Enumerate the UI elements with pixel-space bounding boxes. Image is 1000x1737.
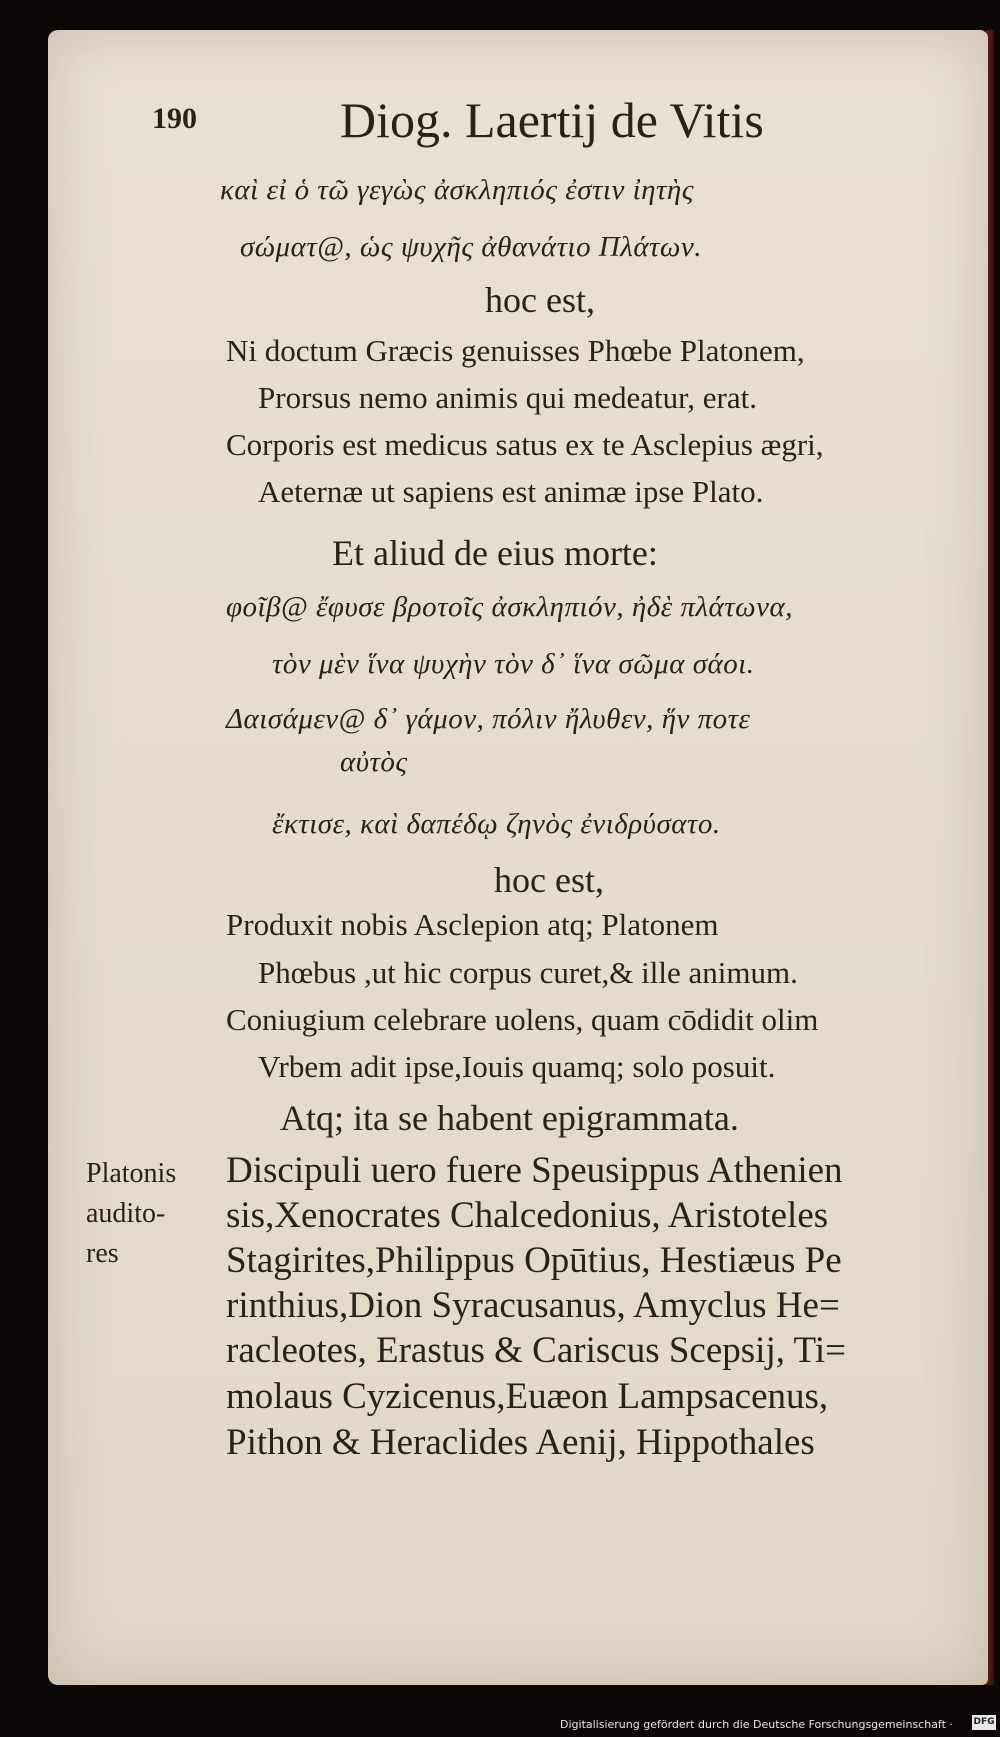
running-title: Diog. Laertij de Vitis (340, 92, 764, 148)
body-line: Stagirites,Philippus Opūtius, Hestiæus Pe (226, 1240, 842, 1281)
body-line: racleotes, Erastus & Cariscus Scepsij, Ti= (226, 1330, 847, 1371)
body-line: rinthius,Dion Syracusanus, Amyclus He= (226, 1285, 840, 1326)
verse-line: Aeternæ ut sapiens est animæ ipse Plato. (258, 474, 764, 509)
footer-credit: Digitalisierung gefördert durch die Deutsche Forschungsgemeinschaft · (560, 1718, 953, 1731)
verse-line: Coniugium celebrare uolens, quam cōdidit olim (226, 1002, 819, 1037)
margin-note-line: Platonis (86, 1158, 177, 1189)
verse-line: Produxit nobis Asclepion atq; Platonem (226, 907, 719, 942)
verse-line: Phœbus ,ut hic corpus curet,& ille animum. (258, 955, 798, 990)
margin-note-line: audito- (86, 1198, 166, 1229)
section-heading: Et aliud de eius morte: (332, 533, 658, 573)
body-line: Pithon & Heraclides Aenij, Hippothales (226, 1422, 815, 1463)
verse-line: Prorsus nemo animis qui medeatur, erat. (258, 380, 757, 415)
verse-line: Vrbem adit ipse,Iouis quamq; solo posuit. (258, 1049, 776, 1084)
greek-line: αὐτὸς (340, 746, 408, 778)
section-heading: Atq; ita se habent epigrammata. (280, 1098, 739, 1138)
dfg-logo: DFG (972, 1715, 996, 1730)
page-number: 190 (152, 102, 197, 135)
greek-line: τὸν μὲν ἵνα ψυχὴν τὸν δ᾽ ἵνα σῶμα σάοι. (272, 648, 755, 680)
section-heading: hoc est, (485, 280, 595, 320)
margin-note-line: res (86, 1238, 119, 1269)
greek-line: Δαισάμεν@ δ᾽ γάμον, πόλιν ἤλυθεν, ἥν ποτε (226, 703, 751, 735)
verse-line: Corporis est medicus satus ex te Asclepius ægri, (226, 427, 824, 462)
greek-line: καὶ εἰ ὁ τῶ γεγὼς ἀσκληπιός ἐστιν ἰητὴς (220, 174, 695, 206)
greek-line: ἔκτισε, καὶ δαπέδῳ ζηνὸς ἐνιδρύσατο. (272, 808, 721, 840)
body-line: sis,Xenocrates Chalcedonius, Aristoteles (226, 1195, 829, 1236)
body-line: Discipuli uero fuere Speusippus Athenien (226, 1150, 843, 1191)
greek-line: σώματ@, ὡς ψυχῆς ἀθανάτιο Πλάτων. (240, 231, 703, 263)
body-line: molaus Cyzicenus,Euæon Lampsacenus, (226, 1376, 829, 1417)
greek-line: φοῖβ@ ἔφυσε βροτοῖς ἀσκληπιόν, ἠδὲ πλάτωνα, (226, 591, 793, 623)
verse-line: Ni doctum Græcis genuisses Phœbe Platonem, (226, 333, 805, 368)
section-heading: hoc est, (494, 860, 604, 900)
